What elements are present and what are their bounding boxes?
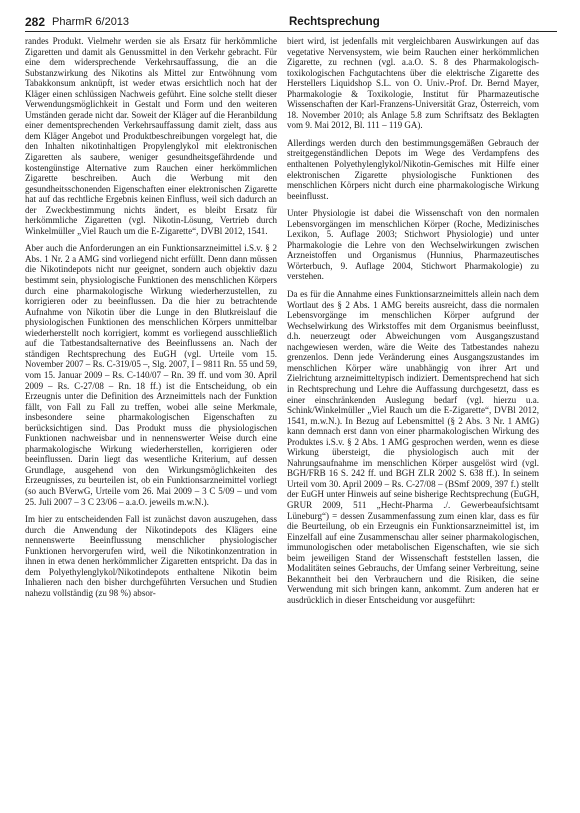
page-number: 282	[25, 15, 46, 29]
left-column	[25, 36, 277, 598]
paragraph: Allerdings werden durch den bestimmungsgemäßen Gebrauch der streitgegenständlichen Depots im Wege des Verdampfens des enthaltenen Polyethylenglykol/Nikotin-Gemisches mit Hilfe einer elektronischen Zigarette physiologische Funktionen des menschlichen Körpers nicht durch eine pharmakologische Wirkung beeinflusst.	[287, 137, 539, 201]
paragraph: biert wird, ist jedenfalls mit vergleichbaren Auswirkungen auf das vegetative Nervensystem, wie beim Rauchen einer herkömmlichen Zigarette, zu rechnen (vgl. a.a.O. S. 8 des Pharmakologisch-toxikologischen Fachgutachtens über die elektrische Zigarette des Herstellers Liquidshop S.L. von O. Univ.-Prof. Dr. Bernd Mayer, Pharmakologie & Toxikologie, Institut für Pharmazeutische Wissenschaften der Karl-Franzens-Universität Graz, Österreich, vom 18. November 2010; als Anlage 5.8 zum Schriftsatz des Beklagten vom 9. Mai 2012, Bl. 111 – 119 GA).	[287, 36, 539, 131]
header-rule	[25, 31, 557, 32]
journal-reference: PharmR 6/2013	[52, 16, 130, 28]
right-column	[287, 36, 539, 605]
paragraph: Im hier zu entscheidenden Fall ist zunächst davon auszugehen, dass durch die Anwendung der Nikotindepots des Klägers eine nennenswerte Beeinflussung menschlicher physiologischer Funktionen hervorgerufen wird, weil die Nikotinkonzentration in ihnen in etwa denen herkömmlicher Zigaretten entspricht. Da das in dem Polyethylenglykol/Nikotindepots enthaltene Nikotin beim Inhalieren nach den bisher durchgeführten Versuchen und Studien nahezu vollständig (zu 98 %) absor-	[25, 514, 277, 598]
paragraph: randes Produkt. Vielmehr werden sie als Ersatz für herkömmliche Zigaretten und damit als Genussmittel in den Verkehr gebracht. Für eine dem widersprechende Verkehrsauffassung, die an die Substanzwirkung des Nikotins als Mittel zur Entwöhnung vom Tabakkonsum anknüpft, ist weder etwas ersichtlich noch hat der Kläger einen schlüssigen Nachweis geführt. Eine solche stellt dieser Verwendungsmöglichkeit in Gestalt und Form und den weiteren Umständen gerade nicht dar. Soweit der Kläger auf die Heranbildung einer dementsprechenden Verkehrsauffassung damit zielt, dass aus dem Kläger Angebot und Produktbeschreibungen vorgelegt hat, die den Inhalten nikotinhaltigen Propylenglykol mit elektronischen Zigaretten als saubere, weniger gesundheitsgefährdende und kostengünstige Alternative zum Rauchen einer herkömmlichen Zigarette beschreiben. Auch die Werbung mit den gesundheitsschonenden Eigenschaften einer elektronischen Zigarette hat auf das rechtliche Ergebnis keinen Einfluss, weil sich dadurch an der Zweckbestimmung nichts ändert, es bleibt Ersatz für herkömmliche Zigaretten (vgl. Nikotin-Lösung, Vertrieb durch Winkelmüller „Viel Rauch um die E-Zigarette“, DVBl 2012, 1541.	[25, 36, 277, 236]
section-title: Rechtsprechung	[289, 16, 380, 28]
paragraph: Da es für die Annahme eines Funktionsarzneimittels allein nach dem Wortlaut des § 2 Abs. 1 AMG bereits ausreicht, dass die normalen Lebensvorgänge im menschlichen Körper aufgrund der Wechselwirkung des Wirkstoffes mit dem Organismus beeinflusst, d.h. neuerzeugt oder Abweichungen vom Ausgangszustand nachgewiesen werden, wäre die Weite des Tatbestandes nahezu grenzenlos. Denn jede Veränderung eines Ausgangszustandes im menschlichen Körper wäre unabhängig von ihrer Art und Zielrichtung arzneimitteltypisch indiziert. Dementsprechend hat sich in Rechtsprechung und Lehre die Auffassung durchgesetzt, dass es einer einschränkenden Auslegung bedarf (vgl. hierzu u.a. Schink/Winkelmüller „Viel Rauch um die E-Zigarette“, DVBl 2012, 1541, m.w.N.). In Bezug auf Lebensmittel (§ 2 Abs. 3 Nr. 1 AMG) kann demnach erst dann von einer pharmakologischen Wirkung des Produktes i.S.v. § 2 Abs. 1 AMG gesprochen werden, wenn es diese Wirkung übersteigt, die physiologisch auch mit der Nahrungsaufnahme im menschlichen Körper ausgelöst wird (vgl. BGH/FRB 16 S. 242 ff. und BGH ZLR 2002 S. 638 ff.). In seinem Urteil vom 30. April 2009 – Rs. C-27/08 – (BSmf 2009, 397 f.) stellt der EuGH unter Hinweis auf seine bisherige Rechtsprechung (EuGH, GRUR 2009, 511 „Hecht-Pharma ./. Gewerbeaufsichtsamt Lüneburg“) = dessen Zusammenfassung zum einen klar, dass es für die Beurteilung, ob ein Erzeugnis ein Funktionsarzneimittel ist, im Einzelfall auf eine Zusammenschau aller seiner pharmakologischen, immunologischen oder metabolischen Eigenschaften, wie sie sich beim jeweiligen Stand der Wissenschaft feststellen lassen, die Modalitäten seines Gebrauchs, der Umfang seiner Verbreitung, seine Bekanntheit bei den Verbrauchern und die Risiken, die seine Verwendung mit sich bringen kann, ankommt. Zum anderen hat er ausdrücklich in dieser Entscheidung vor ausgeführt:	[287, 289, 539, 605]
page-header	[25, 14, 557, 30]
paragraph: Aber auch die Anforderungen an ein Funktionsarzneimittel i.S.v. § 2 Abs. 1 Nr. 2 a AMG sind vorliegend nicht erfüllt. Denn dann müssen die Nikotindepots nicht nur geeignet, sondern auch objektiv dazu bestimmt sein, physiologische Funktionen des menschlichen Körpers durch eine pharmakologische Wirkung wiederherzustellen, zu korrigieren oder zu beeinflussen. Da die hier zu betrachtende Aufnahme von Nikotin über die Lunge in den Blutkreislauf die physiologischen Funktionen des menschlichen Körpers unmittelbar wiederherstellt noch korrigiert, kommt es vorliegend ausschließlich auf die Tatbestandsalternative des Beeinflussens an. Nach der ständigen Rechtsprechung des EuGH (vgl. Urteile vom 15. November 2007 – Rs. C-319/05 –, Slg. 2007, I – 9811 Rn. 55 und 59, vom 15. Januar 2009 – Rs. C-140/07 – Rn. 39 ff. und vom 30. April 2009 – Rs. C-27/08 – Rn. 18 ff.) ist die Entscheidung, ob ein Erzeugnis unter die Definition des Arzneimittels nach der Funktion fällt, von Fall zu Fall zu treffen, wobei alle seine Merkmale, insbesondere seine pharmakologischen Eigenschaften zu berücksichtigen sind. Das Produkt muss die physiologischen Funktionen nachweisbar und in nennenswerter Weise durch eine pharmakologische Wirkung wiederherstellen, korrigieren oder beeinflussen. Darin liegt das wesentliche Kriterium, auf dessen Grundlage, ausgehend von den Wirkungsmöglichkeiten des Erzeugnisses, zu beurteilen ist, ob ein Funktionsarzneimittel vorliegt (so auch BVerwG, Urteile vom 26. Mai 2009 – 3 C 5/09 – und vom 25. Juli 2007 – 3 C 23/06 – a.a.O. jeweils m.w.N.).	[25, 243, 277, 507]
paragraph: Unter Physiologie ist dabei die Wissenschaft von den normalen Lebensvorgängen im menschlichen Körper (Roche, Medizinisches Lexikon, 5. Auflage 2003; Stichwort Physiologie) und unter Pharmakologie die Lehre von den Wechselwirkungen zwischen Arzneistoffen und Organismus (Hunnius, Pharmazeutisches Wörterbuch, 9. Auflage 2004, Stichwort Pharmakologie) zu verstehen.	[287, 208, 539, 282]
